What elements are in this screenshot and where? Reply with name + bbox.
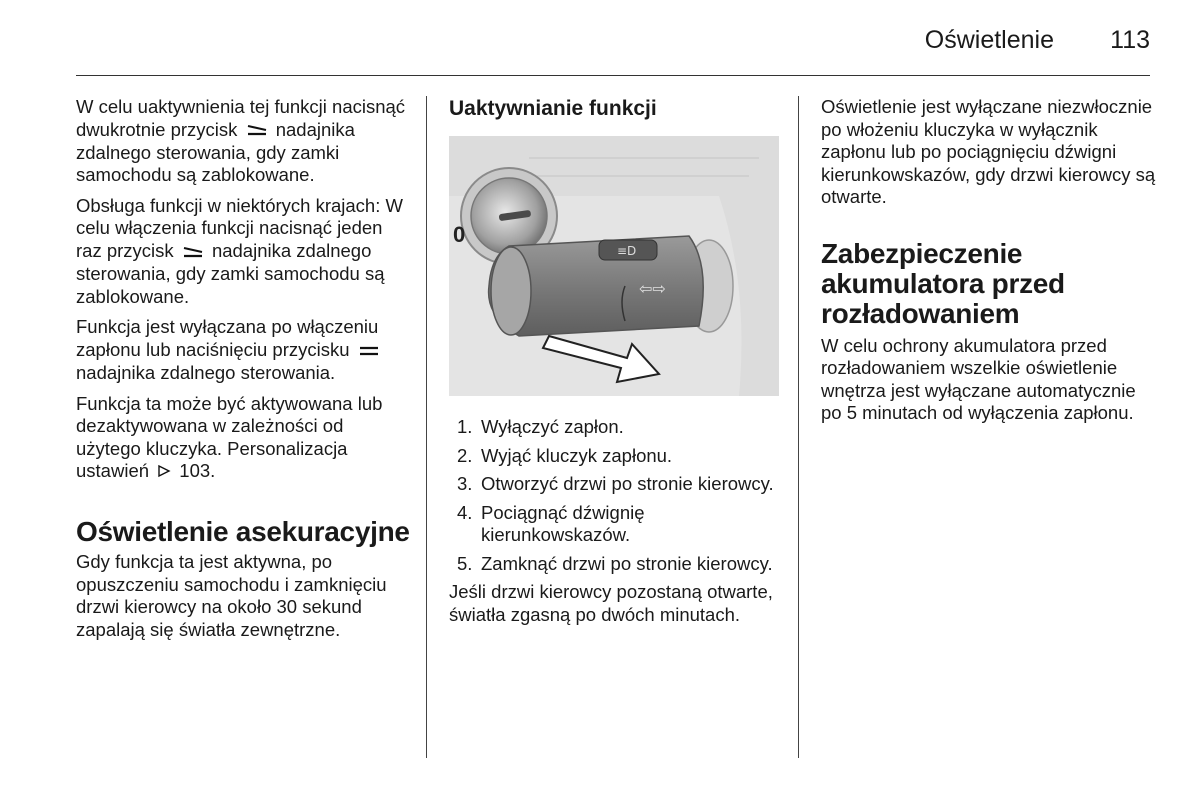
svg-text:⇦⇨: ⇦⇨ (639, 279, 666, 298)
paragraph-deactivate (76, 316, 411, 384)
paragraph-text: Funkcja ta może być aktywowana lub dezaktywowana w zależności od użytego kluczyka. Personalizacja ustawień (76, 392, 383, 482)
heading-battery-protection: Zabezpieczenie akumulatora przed rozładowaniem (821, 237, 1065, 329)
lock-symbol-icon (358, 340, 380, 363)
step-text: Wyłączyć zapłon. (481, 416, 624, 437)
step-number: 3. (457, 473, 473, 494)
column-divider-1 (426, 96, 427, 758)
paragraph-text: Obsługa funkcji w niektórych krajach: W celu włączenia funkcji nacisnąć jeden raz przycisk (76, 194, 403, 261)
section-title: Oświetlenie (924, 26, 1054, 54)
paragraph-activate (76, 96, 411, 187)
paragraph-switch-off: Oświetlenie jest wyłączane niezwłocznie po włożeniu kluczyka w wyłącznik zapłonu lub po pociągnięciu dźwigni kierunkowskazów, gdy drzwi kierowcy są otwarte. (821, 96, 1156, 207)
paragraph-safety-lighting: Gdy funkcja ta jest aktywna, po opuszczeniu samochodu i zamknięciu drzwi kierowcy na około 30 sekund zapalają się światła zewnętrzne. (76, 551, 387, 640)
step-text: Pociągnąć dźwignię kierunkowskazów. (481, 501, 645, 545)
list-item (449, 416, 784, 439)
paragraph-text: nadajnika zdalnego sterowania. (76, 362, 336, 384)
list-item (449, 473, 784, 496)
ignition-position-label: 0 (453, 222, 466, 247)
step-text: Zamknąć drzwi po stronie kierowcy. (481, 552, 773, 574)
svg-text:≡D: ≡D (617, 244, 637, 258)
unlock-symbol-icon (246, 119, 268, 142)
step-text: Otworzyć drzwi po stronie kierowcy. (481, 473, 774, 494)
paragraph-countries (76, 195, 411, 308)
paragraph-door-open: Jeśli drzwi kierowcy pozostaną otwarte, światła zgasną po dwóch minutach. (449, 581, 773, 625)
step-number: 4. (457, 501, 473, 523)
list-item (449, 445, 784, 468)
unlock-symbol-icon (182, 241, 204, 264)
column-left (76, 96, 411, 649)
step-number: 1. (457, 416, 473, 437)
column-right (821, 96, 1156, 433)
header-rule (76, 75, 1150, 76)
paragraph-personalization (76, 393, 411, 484)
page-number: 113 (1110, 26, 1150, 54)
step-number: 5. (457, 552, 473, 574)
heading-activation: Uaktywnianie funkcji (449, 97, 657, 120)
page-reference: 103. (179, 460, 216, 482)
paragraph-text: W celu uaktywnienia tej funkcji nacisnąć dwukrotnie przycisk (76, 96, 406, 140)
column-middle (449, 96, 784, 634)
paragraph-text: nadajnika zdalnego sterowania, gdy zamki samochodu są zablokowane. (76, 239, 385, 307)
page-header (0, 22, 1200, 62)
heading-safety-lighting: Oświetlenie asekuracyjne (76, 516, 410, 548)
step-number: 2. (457, 444, 473, 466)
column-divider-2 (798, 96, 799, 758)
list-item (449, 502, 784, 547)
step-text: Wyjąć kluczyk zapłonu. (481, 444, 673, 466)
list-item (449, 553, 784, 576)
activation-steps (449, 416, 784, 575)
paragraph-battery-protection: W celu ochrony akumulatora przed rozładowaniem wszelkie oświetlenie wnętrza jest wyłączane automatycznie po 5 minutach od wyłączenia zapłonu. (821, 334, 1136, 423)
paragraph-text: nadajnika zdalnego sterowania, gdy zamki samochodu są zablokowane. (76, 118, 355, 186)
lever-illustration (449, 136, 779, 396)
paragraph-text: Funkcja jest wyłączana po włączeniu zapłonu lub naciśnięciu przycisku (76, 316, 379, 360)
page-reference-arrow-icon (157, 461, 171, 484)
